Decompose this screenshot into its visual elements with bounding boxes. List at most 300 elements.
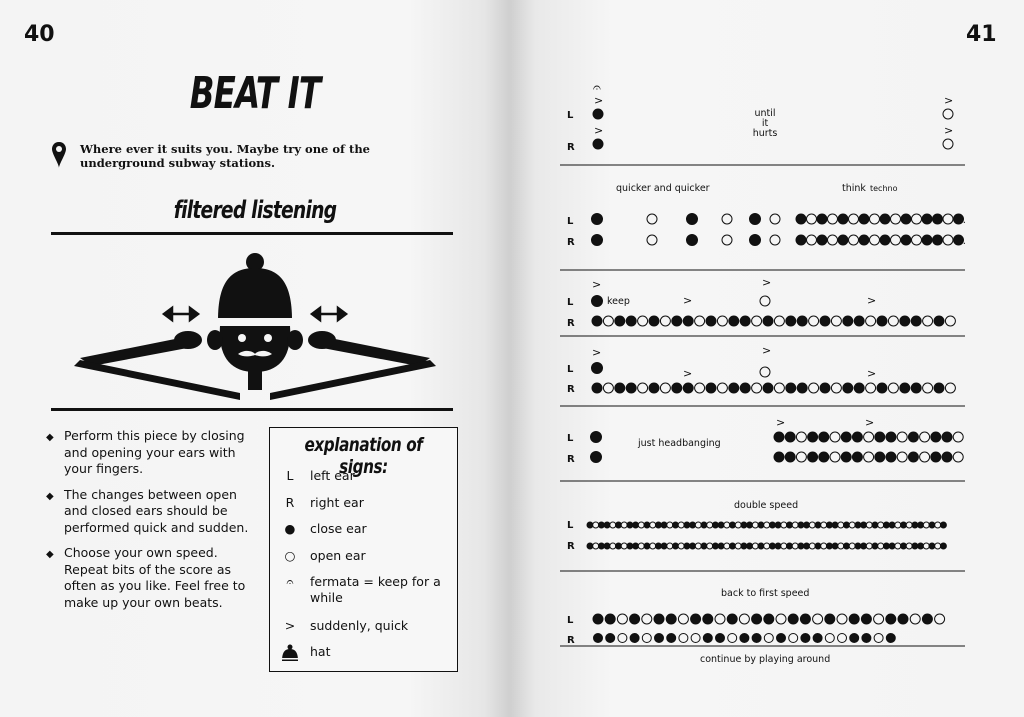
open-dot <box>912 214 922 224</box>
closed-dot <box>922 235 932 245</box>
annotation-headbanging: just headbanging <box>638 438 721 449</box>
closed-dot <box>849 614 859 624</box>
closed-dot <box>706 316 716 326</box>
legend-box: explanation of signs: L left ear R right ear ● close ear ○ open ear 𝄐 fermata = keep for a while > suddenly, quick hat <box>269 427 458 672</box>
page-title: BEAT IT <box>189 68 321 119</box>
closed-dot <box>747 522 753 528</box>
open-dot <box>610 522 616 528</box>
open-dot <box>796 452 806 462</box>
closed-dot <box>872 543 878 549</box>
open-dot <box>610 543 616 549</box>
closed-dot <box>729 383 739 393</box>
closed-dot <box>872 522 878 528</box>
ellipsis-mark: … <box>956 236 966 247</box>
closed-dot <box>752 634 761 643</box>
closed-dot <box>775 522 781 528</box>
open-dot <box>935 522 941 528</box>
closed-dot <box>801 634 810 643</box>
closed-dot <box>747 543 753 549</box>
closed-dot <box>908 452 918 462</box>
closed-dot <box>690 522 696 528</box>
closed-dot <box>875 432 885 442</box>
closed-dot <box>775 543 781 549</box>
closed-dot <box>852 432 862 442</box>
open-dot <box>739 614 749 624</box>
closed-dot <box>750 214 761 225</box>
open-dot <box>831 383 841 393</box>
closed-dot <box>850 634 859 643</box>
closed-dot <box>630 634 639 643</box>
closed-dot <box>740 316 750 326</box>
closed-dot <box>741 543 747 549</box>
closed-dot <box>817 214 827 224</box>
closed-dot <box>911 316 921 326</box>
open-dot <box>838 522 844 528</box>
closed-dot <box>819 452 829 462</box>
open-dot <box>809 543 815 549</box>
closed-dot <box>592 383 602 393</box>
ear-label-left: L <box>567 520 574 531</box>
open-dot <box>707 522 713 528</box>
open-dot <box>770 235 780 245</box>
open-dot <box>638 522 644 528</box>
open-dot <box>864 452 874 462</box>
open-dot <box>593 543 599 549</box>
closed-dot <box>808 452 818 462</box>
left-page <box>0 0 510 717</box>
open-dot <box>825 634 834 643</box>
closed-dot <box>800 614 810 624</box>
open-dot <box>821 543 827 549</box>
closed-dot <box>718 543 724 549</box>
open-dot <box>891 235 901 245</box>
open-dot <box>943 235 953 245</box>
closed-dot <box>901 522 907 528</box>
closed-dot <box>740 383 750 393</box>
closed-dot <box>934 383 944 393</box>
open-dot <box>943 109 953 119</box>
closed-dot <box>804 543 810 549</box>
closed-dot <box>934 316 944 326</box>
closed-dot <box>855 543 861 549</box>
closed-dot <box>785 432 795 442</box>
closed-dot <box>883 543 889 549</box>
closed-dot <box>820 316 830 326</box>
open-dot <box>695 543 701 549</box>
performer-illustration <box>70 248 440 398</box>
closed-dot <box>886 614 896 624</box>
closed-dot <box>898 614 908 624</box>
fermata-icon: 𝄐 <box>286 574 294 589</box>
list-item: ◆ The changes between open and closed ears should be performed quick and sudden. <box>46 486 249 535</box>
closed-dot <box>787 522 793 528</box>
annotation-keep: keep <box>607 296 630 307</box>
closed-dot <box>859 214 869 224</box>
closed-dot <box>859 235 869 245</box>
open-dot <box>774 316 784 326</box>
closed-dot <box>763 383 773 393</box>
open-dot <box>679 634 688 643</box>
open-dot <box>764 634 773 643</box>
closed-dot <box>701 543 707 549</box>
open-dot <box>774 383 784 393</box>
instructions-list <box>46 428 256 620</box>
open-dot <box>953 452 963 462</box>
closed-dot <box>796 214 806 224</box>
annotation-double: double speed <box>734 500 799 511</box>
open-dot <box>849 543 855 549</box>
ear-label-right: R <box>567 384 575 395</box>
closed-dot <box>592 296 603 307</box>
open-dot <box>870 214 880 224</box>
closed-dot <box>616 543 622 549</box>
closed-dot <box>861 614 871 624</box>
open-dot <box>828 214 838 224</box>
closed-dot <box>774 432 784 442</box>
accent-mark: > <box>762 276 772 289</box>
closed-dot <box>787 543 793 549</box>
open-dot <box>638 316 648 326</box>
accent-mark: > <box>683 294 693 307</box>
closed-dot <box>808 432 818 442</box>
open-dot <box>764 522 770 528</box>
closed-dot <box>838 235 848 245</box>
closed-dot <box>815 522 821 528</box>
open-dot <box>838 634 847 643</box>
open-dot <box>770 214 780 224</box>
closed-dot <box>929 522 935 528</box>
open-dot <box>906 522 912 528</box>
open-dot <box>809 316 819 326</box>
open-dot <box>717 316 727 326</box>
open-dot <box>895 522 901 528</box>
page-number-left: 40 <box>24 22 55 47</box>
closed-dot <box>593 109 603 119</box>
open-dot <box>796 432 806 442</box>
closed-dot <box>644 543 650 549</box>
closed-dot <box>730 522 736 528</box>
closed-dot <box>832 522 838 528</box>
open-dot <box>874 634 883 643</box>
ear-label-right: R <box>567 318 575 329</box>
open-dot <box>752 522 758 528</box>
closed-dot <box>741 522 747 528</box>
closed-dot <box>593 614 603 624</box>
closed-dot <box>912 543 918 549</box>
closed-dot <box>929 543 935 549</box>
open-dot <box>621 522 627 528</box>
open-dot <box>809 383 819 393</box>
open-dot <box>621 543 627 549</box>
open-dot <box>781 543 787 549</box>
open-dot <box>906 543 912 549</box>
open-dot <box>866 383 876 393</box>
open-dot <box>895 543 901 549</box>
open-dot <box>695 383 705 393</box>
hat-icon <box>278 644 302 668</box>
closed-dot <box>797 383 807 393</box>
closed-dot <box>838 214 848 224</box>
open-dot <box>752 316 762 326</box>
closed-dot <box>594 634 603 643</box>
open-dot <box>923 522 929 528</box>
open-dot <box>923 316 933 326</box>
closed-dot <box>604 522 610 528</box>
closed-dot <box>649 316 659 326</box>
open-dot <box>866 522 872 528</box>
closed-dot <box>703 634 712 643</box>
open-dot <box>717 383 727 393</box>
closed-dot <box>908 432 918 442</box>
open-dot <box>735 543 741 549</box>
closed-dot <box>933 214 943 224</box>
open-dot <box>912 235 922 245</box>
closed-dot <box>785 452 795 462</box>
open-dot <box>638 543 644 549</box>
closed-dot <box>593 139 603 149</box>
open-dot <box>878 522 884 528</box>
ear-label-left: L <box>567 110 574 121</box>
closed-dot <box>813 634 822 643</box>
accent-icon: > <box>284 618 296 633</box>
accent-mark: > <box>776 416 786 429</box>
open-dot <box>752 383 762 393</box>
accent-mark: > <box>944 124 954 137</box>
open-dot <box>735 522 741 528</box>
open-dot <box>910 614 920 624</box>
closed-dot <box>877 383 887 393</box>
page-number-right: 41 <box>966 22 997 47</box>
open-dot <box>945 383 955 393</box>
closed-dot <box>861 543 867 549</box>
open-dot <box>695 522 701 528</box>
ear-label-right: R <box>567 635 575 646</box>
closed-dot <box>901 543 907 549</box>
accent-mark: > <box>594 94 604 107</box>
closed-dot <box>592 363 603 374</box>
closed-dot <box>942 452 952 462</box>
open-dot <box>678 543 684 549</box>
open-dot <box>866 316 876 326</box>
closed-dot <box>655 522 661 528</box>
closed-dot <box>880 214 890 224</box>
closed-dot <box>854 316 864 326</box>
closed-dot <box>604 543 610 549</box>
closed-dot <box>730 543 736 549</box>
closed-dot <box>764 614 774 624</box>
closed-dot <box>615 383 625 393</box>
open-dot <box>830 452 840 462</box>
open-dot <box>650 522 656 528</box>
closed-dot <box>912 522 918 528</box>
closed-dot <box>852 452 862 462</box>
open-circle-icon: ○ <box>284 548 296 563</box>
closed-dot <box>654 614 664 624</box>
closed-dot <box>798 543 804 549</box>
annotation-hurts: hurts <box>752 128 778 139</box>
closed-dot <box>820 383 830 393</box>
closed-dot <box>940 522 946 528</box>
open-dot <box>642 614 652 624</box>
closed-dot <box>683 383 693 393</box>
closed-dot <box>841 432 851 442</box>
open-dot <box>660 383 670 393</box>
open-dot <box>945 316 955 326</box>
closed-dot <box>911 383 921 393</box>
closed-dot <box>843 316 853 326</box>
accent-mark: > <box>592 346 602 359</box>
open-dot <box>897 452 907 462</box>
ear-label-left: L <box>567 297 574 308</box>
closed-dot <box>901 235 911 245</box>
location-text: Where ever it suits you. Maybe try one of the underground subway stations. <box>80 142 370 170</box>
right-page <box>510 0 1024 717</box>
annotation-continue: continue by playing around <box>700 654 831 665</box>
open-dot <box>891 214 901 224</box>
closed-dot <box>855 522 861 528</box>
list-item: ◆ Perform this piece by closing and opening your ears with your fingers. <box>46 428 245 476</box>
closed-dot <box>886 452 896 462</box>
open-dot <box>647 214 657 224</box>
open-dot <box>807 214 817 224</box>
closed-dot <box>901 214 911 224</box>
closed-dot <box>615 316 625 326</box>
closed-dot <box>606 634 615 643</box>
open-dot <box>715 614 725 624</box>
open-dot <box>667 543 673 549</box>
accent-mark: > <box>762 344 772 357</box>
open-dot <box>642 634 651 643</box>
closed-dot <box>832 543 838 549</box>
ear-label-right: R <box>567 541 575 552</box>
open-dot <box>838 543 844 549</box>
closed-dot <box>900 316 910 326</box>
ear-label-right: R <box>567 142 575 153</box>
open-dot <box>821 522 827 528</box>
open-dot <box>660 316 670 326</box>
closed-dot <box>854 383 864 393</box>
closed-dot <box>826 543 832 549</box>
closed-dot <box>672 316 682 326</box>
closed-dot <box>918 543 924 549</box>
closed-dot <box>883 522 889 528</box>
closed-dot <box>844 543 850 549</box>
open-dot <box>807 235 817 245</box>
accent-mark: > <box>865 416 875 429</box>
open-dot <box>849 235 859 245</box>
open-dot <box>897 432 907 442</box>
open-dot <box>728 634 737 643</box>
open-dot <box>828 235 838 245</box>
top-divider <box>51 232 453 235</box>
list-item: ◆ Choose your own speed. Repeat bits of the score as often as you like. Feel free to make up your own beats. <box>46 545 246 610</box>
closed-dot <box>819 432 829 442</box>
closed-dot <box>815 543 821 549</box>
location-pin-icon <box>52 142 66 168</box>
accent-mark: > <box>944 94 954 107</box>
open-dot <box>943 139 953 149</box>
closed-dot <box>931 432 941 442</box>
open-dot <box>849 214 859 224</box>
ear-label-left: L <box>567 433 574 444</box>
open-dot <box>647 235 657 245</box>
closed-dot <box>740 634 749 643</box>
closed-dot <box>942 432 952 442</box>
open-dot <box>707 543 713 549</box>
open-dot <box>830 432 840 442</box>
closed-dot <box>786 316 796 326</box>
closed-dot <box>758 543 764 549</box>
open-dot <box>781 522 787 528</box>
open-dot <box>920 452 930 462</box>
closed-dot <box>763 316 773 326</box>
closed-dot <box>661 522 667 528</box>
open-dot <box>789 634 798 643</box>
closed-dot <box>684 543 690 549</box>
annotation-back: back to first speed <box>721 588 810 599</box>
closed-dot <box>644 522 650 528</box>
closed-dot <box>591 452 602 463</box>
open-dot <box>943 214 953 224</box>
ear-label-right: R <box>567 237 575 248</box>
open-dot <box>878 543 884 549</box>
closed-dot <box>844 522 850 528</box>
annotation-think: think <box>842 183 866 194</box>
closed-dot <box>626 316 636 326</box>
open-dot <box>764 543 770 549</box>
closed-dot <box>655 634 664 643</box>
open-dot <box>695 316 705 326</box>
open-dot <box>792 522 798 528</box>
closed-dot <box>649 383 659 393</box>
accent-mark: > <box>594 124 604 137</box>
closed-dot <box>712 522 718 528</box>
ellipsis-mark: … <box>956 215 966 226</box>
closed-dot <box>889 522 895 528</box>
closed-dot <box>690 543 696 549</box>
closed-dot <box>826 522 832 528</box>
closed-dot <box>587 543 593 549</box>
open-dot <box>776 614 786 624</box>
fermata-mark: 𝄐 <box>593 80 601 96</box>
closed-dot <box>591 432 602 443</box>
open-dot <box>603 316 613 326</box>
closed-dot <box>900 383 910 393</box>
annotation-techno: techno <box>870 184 898 193</box>
closed-dot <box>861 522 867 528</box>
closed-dot <box>841 452 851 462</box>
open-dot <box>813 614 823 624</box>
closed-dot <box>587 522 593 528</box>
open-dot <box>935 614 945 624</box>
closed-dot <box>630 614 640 624</box>
closed-dot <box>886 634 895 643</box>
closed-dot <box>889 543 895 549</box>
closed-dot <box>633 543 639 549</box>
closed-dot <box>687 214 698 225</box>
ear-label-left: L <box>567 364 574 375</box>
closed-dot <box>774 452 784 462</box>
open-dot <box>866 543 872 549</box>
open-dot <box>935 543 941 549</box>
open-dot <box>722 235 732 245</box>
open-dot <box>593 522 599 528</box>
closed-dot <box>798 522 804 528</box>
closed-dot <box>672 383 682 393</box>
closed-dot <box>922 614 932 624</box>
closed-dot <box>933 235 943 245</box>
closed-dot <box>627 543 633 549</box>
